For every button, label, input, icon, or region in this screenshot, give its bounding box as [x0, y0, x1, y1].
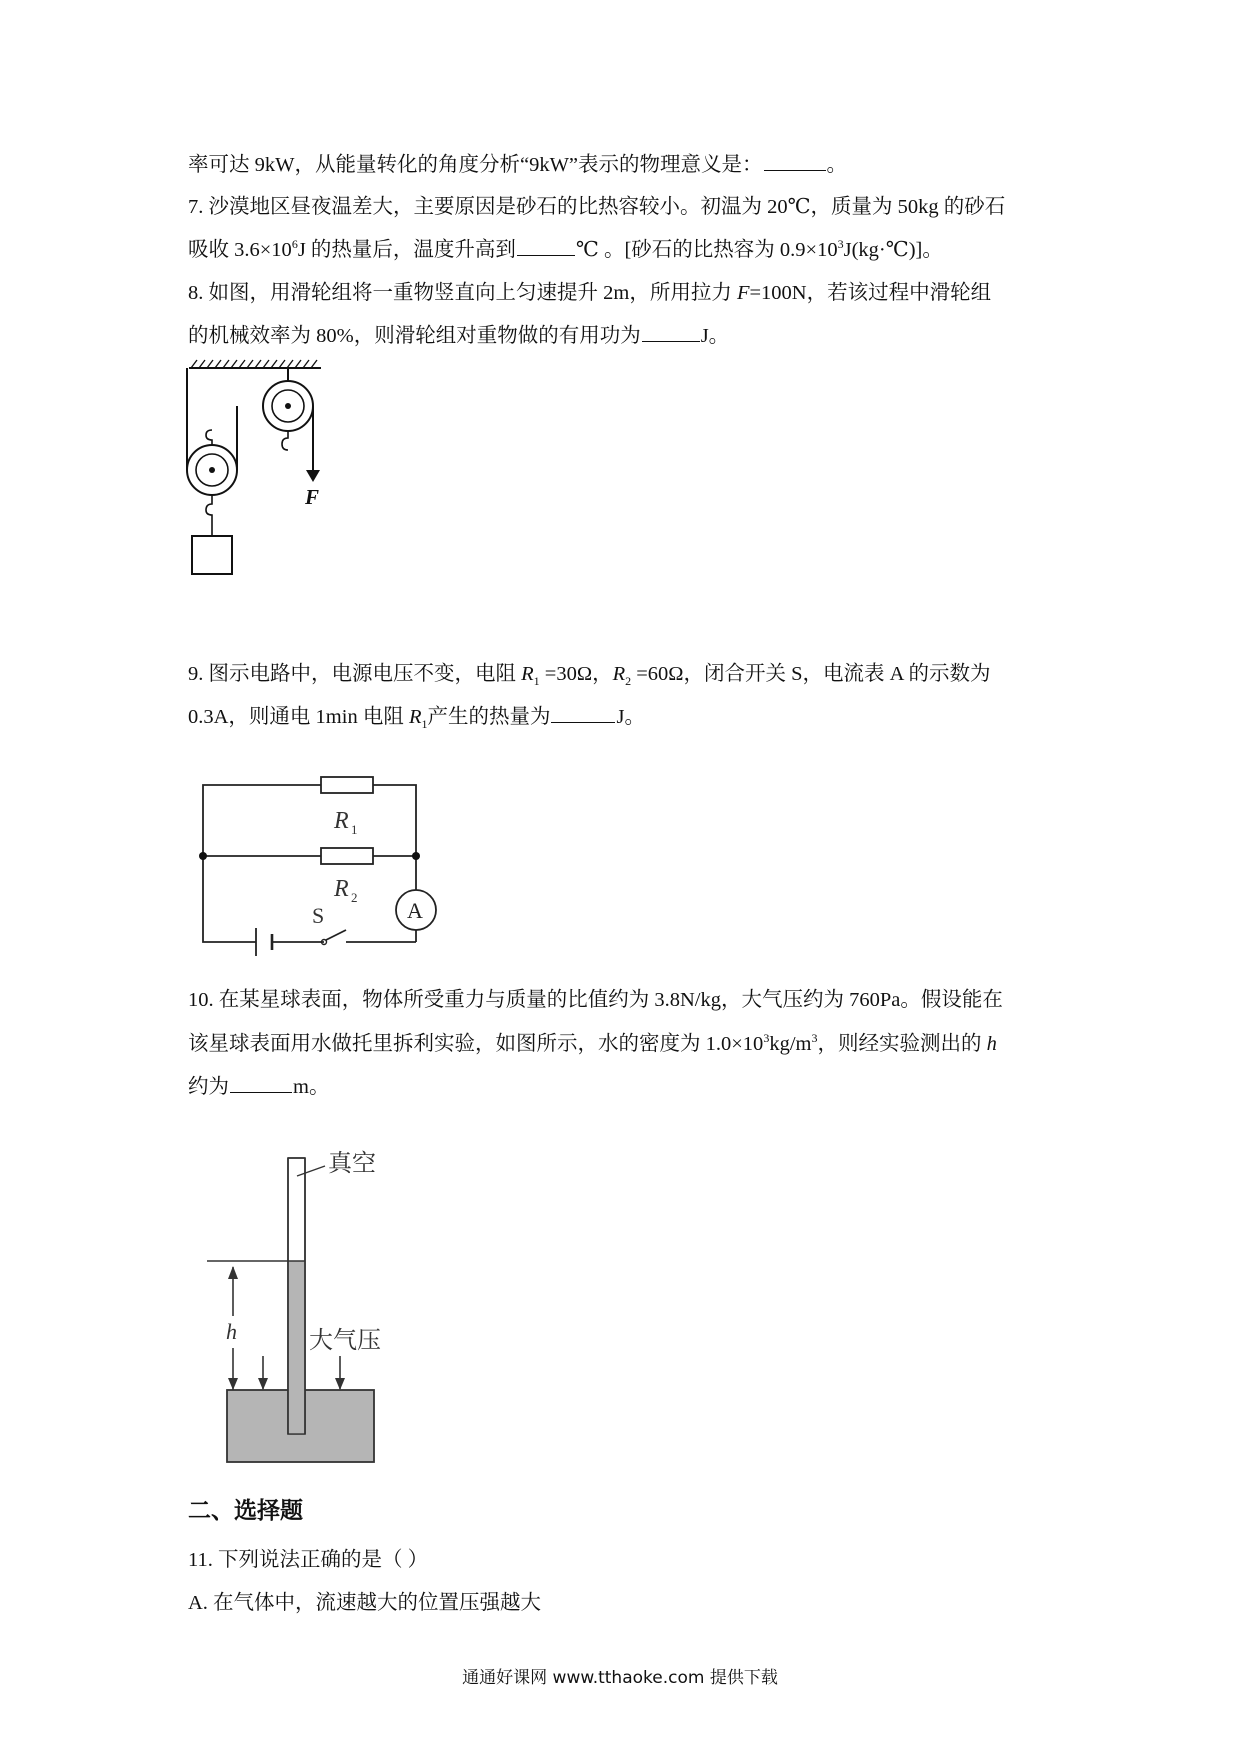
q10-line-3: 约为 m。: [188, 1076, 330, 1098]
q7-line-2: 吸收 $3.6\times 10^6J$ 的热量后，温度升高到 ℃ 。[砂石的比热容为 $0.9\times 10^3J(kg\cdot℃)$]。: [188, 237, 943, 261]
section-heading: 二、选择题: [188, 1498, 303, 1524]
resistor-r1: [321, 777, 373, 793]
answer-blank: [517, 237, 575, 256]
q8-line-1: 8. 如图，用滑轮组将一重物竖直向上匀速提升 2m，所用拉力 F=100N，若该过程中滑轮组: [188, 282, 992, 304]
pulley-diagram: [185, 358, 355, 648]
page-footer: 通通好课网 www.tthaoke.com 提供下载: [462, 1668, 778, 1688]
q11-option-a: A. 在气体中，流速越大的位置压强越大: [188, 1592, 542, 1614]
answer-blank: [230, 1074, 292, 1093]
answer-blank: [642, 323, 700, 342]
q6-line: 率可达 9kW，从能量转化的角度分析“9kW”表示的物理意义是： 。: [188, 154, 848, 176]
svg-text:S: S: [312, 903, 325, 928]
svg-text:A: A: [407, 898, 423, 923]
svg-text:R: R: [334, 876, 349, 902]
svg-text:1: 1: [351, 822, 358, 837]
h-label: h: [226, 1319, 237, 1344]
force-label: F: [305, 485, 320, 509]
resistor-r2: [321, 848, 373, 864]
answer-blank: [551, 704, 615, 723]
torricelli-diagram: [205, 1138, 425, 1468]
switch-icon: [326, 930, 346, 940]
pressure-label: 大气压: [309, 1328, 381, 1354]
svg-text:2: 2: [351, 890, 358, 905]
weight-block: [192, 536, 232, 574]
q9-line-2: 0.3A，则通电 1min 电阻 $R_1$产生的热量为 J。: [188, 706, 645, 732]
q7-line-1: 7. 沙漠地区昼夜温差大，主要原因是砂石的比热容较小。初温为 20℃，质量为 50kg 的砂石: [188, 196, 1006, 218]
circuit-diagram: [196, 768, 456, 958]
q10-line-2: 该星球表面用水做托里拆利实验，如图所示，水的密度为 $1.0\times 10^3kg/m^3$，则经实验测出的 h: [188, 1031, 997, 1055]
q9-line-1: 9. 图示电路中，电源电压不变，电阻 $R_1 =30\Omega$，$R_2 =60\Omega$，闭合开关 S，电流表 A 的示数为: [188, 663, 991, 689]
q10-line-1: 10. 在某星球表面，物体所受重力与质量的比值约为 3.8N/kg，大气压约为 760Pa。假设能在: [188, 989, 1003, 1011]
q8-line-2: 的机械效率为 80%，则滑轮组对重物做的有用功为 J。: [188, 325, 730, 347]
svg-text:R: R: [334, 808, 349, 834]
answer-blank: [764, 152, 826, 171]
q11-stem: 11. 下列说法正确的是（ ）: [188, 1549, 429, 1571]
vacuum-label: 真空: [328, 1151, 376, 1177]
water-column: [289, 1261, 304, 1433]
